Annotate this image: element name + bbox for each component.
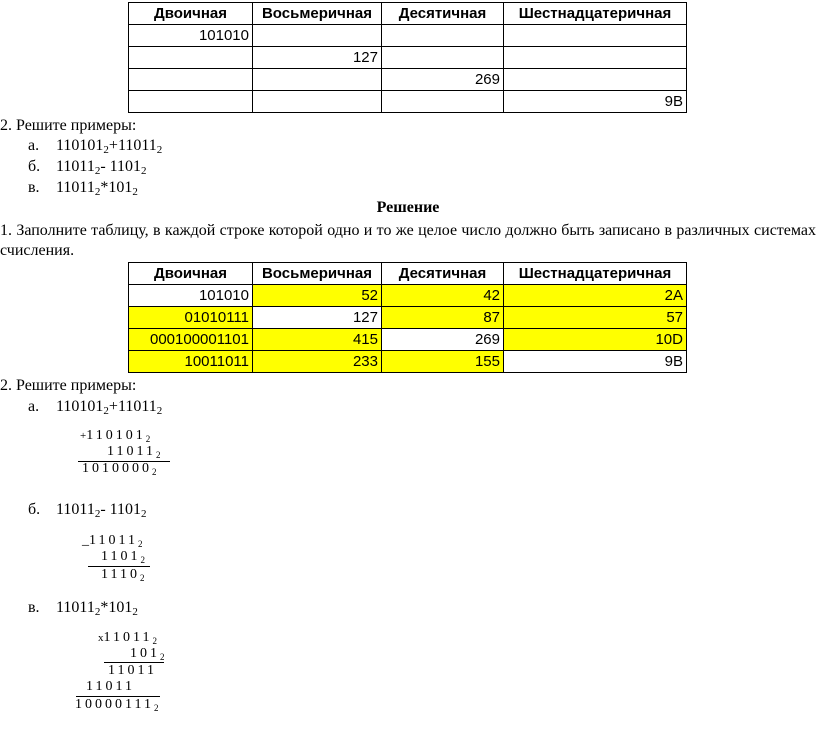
- calc-sign: _: [82, 533, 89, 548]
- cell: 52: [253, 285, 382, 307]
- solution-heading: Решение: [376, 199, 440, 216]
- solution-item-c: [28, 598, 138, 622]
- table-row: [129, 91, 687, 113]
- conversion-table-empty: [128, 2, 687, 113]
- calc-row: $101_2$: [130, 646, 165, 662]
- cell: [253, 25, 382, 47]
- cell: [382, 25, 504, 47]
- calc-addition: [78, 428, 188, 484]
- operand-a: 11011: [56, 179, 95, 196]
- cell: [382, 47, 504, 69]
- operand-a: 11011: [56, 158, 95, 175]
- cell: [253, 69, 382, 91]
- cell: 127: [253, 47, 382, 69]
- base: 2: [156, 144, 163, 156]
- calc-row: $1101_2$: [101, 549, 145, 565]
- base: 2: [141, 508, 147, 520]
- operand-b: 11011: [117, 398, 157, 415]
- base: 2: [103, 405, 109, 417]
- table-row: [129, 25, 687, 47]
- operand-a: 11011: [56, 599, 95, 616]
- item-label: а.: [28, 398, 40, 415]
- calc-subtraction: [82, 533, 172, 587]
- operand-a: 110101: [56, 137, 104, 154]
- base: 2: [94, 508, 101, 520]
- cell: 9B: [504, 91, 687, 113]
- operator: +: [108, 137, 118, 154]
- header-hex: Шестнадцатеричная: [504, 3, 687, 25]
- cell: 101010: [129, 285, 253, 307]
- cell: [504, 69, 687, 91]
- cell: 101010: [129, 25, 253, 47]
- solution-task2-title: 2. Решите примеры:: [0, 377, 137, 394]
- operand-b: 1101: [109, 501, 142, 518]
- cell: 10011011: [129, 351, 253, 373]
- header-binary: Двоичная: [129, 3, 253, 25]
- cell: 87: [382, 307, 504, 329]
- operator: -: [100, 501, 110, 518]
- item-label: б.: [28, 158, 41, 175]
- cell: [253, 91, 382, 113]
- operator: -: [100, 158, 110, 175]
- base: 2: [94, 165, 101, 177]
- calc-sign: +: [80, 430, 87, 442]
- cell: [129, 91, 253, 113]
- cell: 57: [504, 307, 687, 329]
- operand-a: 11011: [56, 501, 95, 518]
- header-binary: Двоичная: [129, 263, 253, 285]
- base: 2: [103, 144, 109, 156]
- cell: 269: [382, 329, 504, 351]
- conversion-table-solved: [128, 262, 687, 373]
- solution-item-b: [28, 500, 147, 524]
- cell: 155: [382, 351, 504, 373]
- cell: [129, 69, 253, 91]
- cell: 10D: [504, 329, 687, 351]
- cell: 269: [382, 69, 504, 91]
- cell: [129, 47, 253, 69]
- operator: +: [108, 398, 118, 415]
- operator: *: [100, 179, 109, 196]
- base: 2: [156, 405, 163, 417]
- operand-b: 1101: [109, 158, 142, 175]
- operator: *: [100, 599, 109, 616]
- item-label: в.: [28, 599, 40, 616]
- header-hex: Шестнадцатеричная: [504, 263, 687, 285]
- cell: [504, 25, 687, 47]
- calc-row: $+110101_2$: [80, 428, 151, 444]
- cell: [382, 91, 504, 113]
- operand-a: 110101: [56, 398, 104, 415]
- calc-row: $1010000_2$: [82, 461, 157, 477]
- base: 2: [132, 186, 138, 198]
- table-row: [129, 69, 687, 91]
- header-octal: Восьмеричная: [253, 263, 382, 285]
- calc-row: 11011: [108, 663, 157, 678]
- table-row: [129, 351, 687, 373]
- cell: [504, 47, 687, 69]
- calc-row: $\_11011_2$: [82, 533, 143, 549]
- cell: 127: [253, 307, 382, 329]
- cell: 9B: [504, 351, 687, 373]
- cell: 415: [253, 329, 382, 351]
- calc-row: $10000111_2$: [75, 697, 159, 713]
- operand-b: 101: [108, 599, 133, 616]
- cell: 2A: [504, 285, 687, 307]
- calc-multiplication: [72, 630, 182, 716]
- calc-row: 11011: [86, 679, 135, 694]
- calc-row: $1110_2$: [101, 567, 145, 583]
- base: 2: [141, 165, 147, 177]
- solution-item-a: [28, 397, 162, 421]
- table-row: [129, 47, 687, 69]
- base: 2: [132, 606, 138, 618]
- task2-title: 2. Решите примеры:: [0, 117, 137, 134]
- operand-b: 11011: [117, 137, 157, 154]
- cell: 01010111: [129, 307, 253, 329]
- table-row: [129, 307, 687, 329]
- base: 2: [94, 606, 101, 618]
- item-label: а.: [28, 137, 40, 154]
- operand-b: 101: [108, 179, 133, 196]
- header-octal: Восьмеричная: [253, 3, 382, 25]
- item-label: в.: [28, 179, 40, 196]
- cell: 42: [382, 285, 504, 307]
- task1-text: 1. Заполните таблицу, в каждой строке которой одно и то же целое число должно быть записано в различных системах счисления.: [0, 222, 816, 259]
- header-decimal: Десятичная: [382, 3, 504, 25]
- calc-row: $x11011_2$: [98, 630, 157, 646]
- table-row: [129, 329, 687, 351]
- base: 2: [94, 186, 101, 198]
- calc-sign: x: [98, 632, 104, 644]
- header-decimal: Десятичная: [382, 263, 504, 285]
- item-label: б.: [28, 501, 41, 518]
- table-row: [129, 285, 687, 307]
- cell: 233: [253, 351, 382, 373]
- cell: 000100001101: [129, 329, 253, 351]
- calc-row: $11011_2$: [107, 444, 161, 460]
